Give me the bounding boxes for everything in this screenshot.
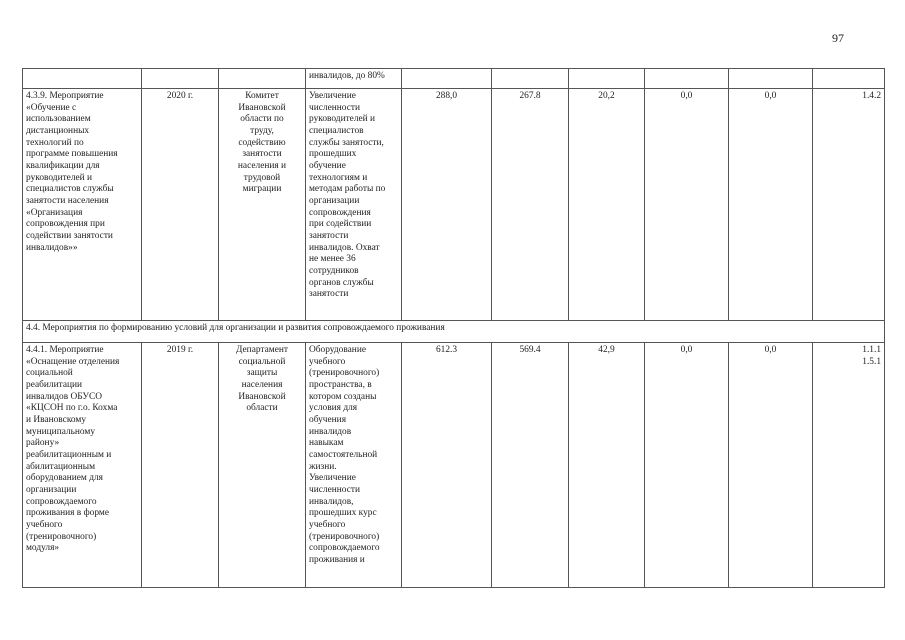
result-cell <box>306 89 402 321</box>
executor-line: труду, <box>250 125 274 136</box>
activity-line: и Ивановскому <box>26 414 87 425</box>
result-line: организации <box>309 195 360 206</box>
activity-line: социальной <box>26 368 73 379</box>
result-line: обучение <box>309 160 346 171</box>
result-line: учебного <box>309 519 346 530</box>
activity-line: «Организация <box>26 207 83 218</box>
activity-line: технологий по <box>26 137 84 148</box>
result-line: численности <box>309 102 360 113</box>
result-line: при содействии <box>309 219 372 230</box>
total-cell: 288,0 <box>402 89 492 321</box>
reference-line: 1.4.2 <box>862 91 881 101</box>
value-cell: 569.4 <box>492 343 569 588</box>
activity-line: учебного <box>26 519 63 530</box>
result-line: службы занятости, <box>309 137 384 148</box>
result-cell <box>306 69 402 89</box>
result-line: прошедших <box>309 149 357 160</box>
result-line: инвалидов. Охват <box>309 242 380 253</box>
reference-line: 1.1.1 <box>862 345 881 355</box>
result-line: учебного <box>309 356 346 367</box>
activity-line: модуля» <box>26 543 60 554</box>
executor-cell <box>219 343 306 588</box>
result-line: руководителей и <box>309 114 376 125</box>
activity-line: инвалидов ОБУСО <box>26 391 102 402</box>
result-line: сопровождаемого <box>309 543 380 554</box>
result-line: занятости <box>309 289 349 300</box>
result-line: пространства, в <box>309 379 372 390</box>
result-line: инвалидов, <box>309 496 354 507</box>
executor-line: населения и <box>237 160 287 171</box>
reference-cell <box>813 343 885 588</box>
result-line: численности <box>309 484 360 495</box>
activity-line: 4.4.1. Мероприятие <box>26 345 104 355</box>
activity-line: реабилитации <box>26 379 83 390</box>
activity-cell <box>23 69 142 89</box>
result-line: котором созданы <box>309 391 377 402</box>
value-cell: 20,2 <box>569 89 645 321</box>
activity-line: сопровождения при <box>26 219 105 230</box>
reference-cell <box>813 69 885 89</box>
value-cell: 0,0 <box>645 89 729 321</box>
executor-cell <box>219 69 306 89</box>
activity-cell <box>23 343 142 588</box>
result-line: занятости <box>309 230 349 241</box>
total-cell: 612.3 <box>402 343 492 588</box>
activity-line: оборудованием для <box>26 473 103 484</box>
executor-line: области <box>246 403 278 414</box>
year-cell: 2020 г. <box>142 89 219 321</box>
table-row-4-3-9 <box>23 89 885 321</box>
activity-line: проживания в форме <box>26 508 109 519</box>
executor-line: защиты <box>246 368 278 379</box>
activity-line: организации <box>26 484 77 495</box>
activity-line: 4.3.9. Мероприятие <box>26 91 104 101</box>
executor-line: Департамент <box>236 345 288 355</box>
result-line: Увеличение <box>309 473 356 484</box>
result-line: сотрудников <box>309 265 359 276</box>
executor-line: населения <box>241 379 283 390</box>
executor-line: миграции <box>242 184 282 195</box>
result-line: инвалидов <box>309 426 352 437</box>
result-line: обучения <box>309 414 347 425</box>
result-line: (тренировочного) <box>309 531 380 542</box>
result-line: не менее 36 <box>309 254 356 265</box>
result-cell <box>306 343 402 588</box>
result-line: самостоятельной <box>309 449 378 460</box>
activity-line: реабилитационным и <box>26 449 112 460</box>
executor-line: Ивановской <box>238 391 286 402</box>
activity-line: «КЦСОН по г.о. Кохма <box>26 403 118 414</box>
activities-table <box>22 68 885 588</box>
value-cell: 267.8 <box>492 89 569 321</box>
result-line: инвалидов, до 80% <box>309 71 385 81</box>
result-line: технологиям и <box>309 172 368 183</box>
executor-cell <box>219 89 306 321</box>
executor-line: содействию <box>238 137 286 148</box>
activity-line: району» <box>26 438 60 449</box>
reference-cell <box>813 89 885 321</box>
activity-line: «Обучение с <box>26 102 77 113</box>
executor-line: Ивановской <box>238 102 286 113</box>
result-line: Увеличение <box>309 91 356 101</box>
value-cell: 0,0 <box>729 89 813 321</box>
executor-line: социальной <box>238 356 286 367</box>
result-line: прошедших курс <box>309 508 377 519</box>
value-cell <box>645 69 729 89</box>
activity-line: дистанционных <box>26 125 90 136</box>
value-cell <box>569 69 645 89</box>
result-line: условия для <box>309 403 358 414</box>
continuation-row <box>23 69 885 89</box>
activity-line: квалификации для <box>26 160 100 171</box>
executor-line: трудовой <box>243 172 281 183</box>
table-row-4-4-1 <box>23 343 885 588</box>
executor-line: области по <box>240 114 284 125</box>
activity-line: муниципальному <box>26 426 96 437</box>
executor-line: Комитет <box>245 91 279 101</box>
result-line: (тренировочного) <box>309 368 380 379</box>
result-line: жизни. <box>309 461 337 472</box>
result-line: методам работы по <box>309 184 386 195</box>
value-cell: 0,0 <box>729 343 813 588</box>
reference-line: 1.5.1 <box>862 356 881 367</box>
year-cell <box>142 69 219 89</box>
activity-line: содействии занятости <box>26 230 113 241</box>
activity-line: сопровождаемого <box>26 496 97 507</box>
result-line: специалистов <box>309 125 364 136</box>
section-header-row <box>23 321 885 343</box>
activity-cell <box>23 89 142 321</box>
activity-line: инвалидов»» <box>26 242 78 253</box>
activity-line: (тренировочного) <box>26 531 97 542</box>
result-line: навыкам <box>309 438 344 449</box>
activity-line: «Оснащение отделения <box>26 356 120 367</box>
activity-line: руководителей и <box>26 172 93 183</box>
page-number: 97 <box>832 31 844 45</box>
result-line: органов службы <box>309 277 374 288</box>
value-cell <box>492 69 569 89</box>
value-cell: 42,9 <box>569 343 645 588</box>
activity-line: программе повышения <box>26 149 118 160</box>
result-line: сопровождения <box>309 207 371 218</box>
value-cell: 0,0 <box>645 343 729 588</box>
total-cell <box>402 69 492 89</box>
activity-line: абилитационным <box>26 461 96 472</box>
activity-line: использованием <box>26 114 91 125</box>
value-cell <box>729 69 813 89</box>
year-cell: 2019 г. <box>142 343 219 588</box>
section-title: 4.4. Мероприятия по формированию условий для организации и развития сопровождаемого проживания <box>23 321 885 343</box>
result-line: Оборудование <box>309 345 367 355</box>
result-line: проживания и <box>309 554 365 565</box>
activity-line: занятости населения <box>26 195 109 206</box>
executor-line: занятости <box>242 149 282 160</box>
activity-line: специалистов службы <box>26 184 114 195</box>
